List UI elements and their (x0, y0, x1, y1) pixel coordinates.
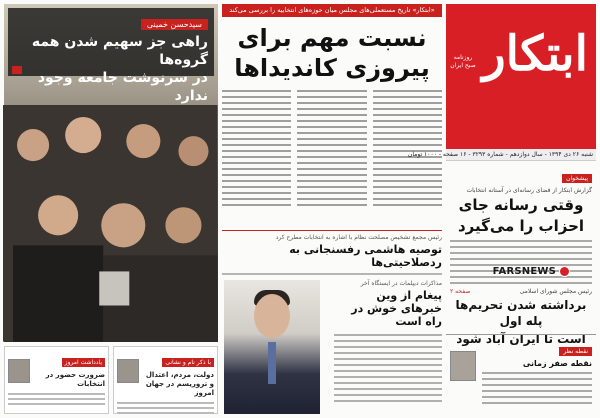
lower-kicker: مذاکرات دیپلمات در ایستگاه آخر (360, 280, 442, 287)
mini-story-title: ضرورت حضور در انتخابات (45, 371, 105, 388)
author-photo (117, 359, 139, 383)
lead-photo (4, 4, 218, 342)
right-story-kicker: گزارش ابتکار از فضای رسانه‌ای در آستانه انتخابات (466, 187, 592, 194)
crowd-illustration (3, 105, 218, 342)
super-headline-bar: «ابتکار» تاریخ مستعملی‌های مجلس میان حوزه‌های انتخابیه را بررسی می‌کند (222, 4, 442, 17)
farsnews-logo-icon (559, 266, 570, 277)
middle-column (222, 4, 442, 414)
author-photo (8, 359, 30, 383)
page-tag: صفحه ۲ (450, 288, 471, 295)
caption-kicker: سیدحسن خمینی (141, 19, 208, 30)
right-story (446, 161, 596, 299)
masthead-subtitle: روزنامه صبح ایران (450, 54, 476, 69)
opinion-column (446, 334, 596, 414)
opinion-badge: نقطه نظر (559, 347, 592, 356)
mini-story (113, 346, 218, 414)
caption-title-line1: راهی جز سهیم شدن همه گروه‌ها (31, 34, 208, 68)
portrait-photo (224, 280, 320, 414)
right-story-headline-line1: وقتی رسانه جای (458, 196, 584, 214)
opinion-title: نقطه صفر زمانی (522, 359, 592, 368)
caption-title-line2: در سرنوشت جامعه وجود ندارد (37, 70, 208, 104)
secondary-title: توصیه هاشمی رفسنجانی به ردصلاحیتی‌ها (289, 243, 442, 269)
secondary-kicker: رئیس مجمع تشخیص مصلحت نظام با اشاره به انتخابات مطرح کرد (275, 234, 442, 241)
lower-title-line2: خبرهای خوش در راه است (351, 302, 442, 328)
lower-title-line1: پیغام از وین (376, 289, 442, 302)
right-story-badge: پیشخوان (562, 174, 592, 183)
lower-story (222, 280, 442, 414)
secondary-story (222, 230, 442, 276)
photo-caption (8, 8, 214, 104)
main-headline-line2: پیروزی کاندیداها (234, 54, 430, 82)
masthead (446, 4, 596, 149)
right-story-headline-line2: احزاب را می‌گیرد (457, 217, 585, 235)
columnist-photo (450, 351, 476, 381)
right-story-2-headline-line1: برداشته شدن تحریم‌ها پله اول (455, 298, 587, 328)
page-marker-icon (12, 66, 22, 74)
main-headline-line1: نسبت مهم برای (237, 24, 427, 52)
farsnews-watermark (452, 264, 570, 278)
right-story-2-headline-line2: است تا ایران آباد شود (456, 332, 586, 346)
watermark-text: FARSNEWS (492, 265, 556, 277)
mini-story (4, 346, 109, 414)
right-story-2-kicker: رئیس مجلس شورای اسلامی (519, 288, 592, 295)
issue-date-bar: شنبه ۲۶ دی ۱۳۹۴ - سال دوازدهم - شماره ۳۲۹۳ - ۱۶ صفحه - ۱۰۰۰ تومان (446, 149, 596, 161)
mini-story-head: یادداشت امروز (62, 358, 105, 367)
mini-story-head: با ذکر نام و نشانی (162, 358, 214, 367)
mini-story-title: دولت، مردم، اعتدال و تروریسم در جهان امروز (145, 371, 214, 397)
bottom-left-boxes (4, 346, 218, 414)
masthead-title: ابتکار (482, 26, 588, 82)
